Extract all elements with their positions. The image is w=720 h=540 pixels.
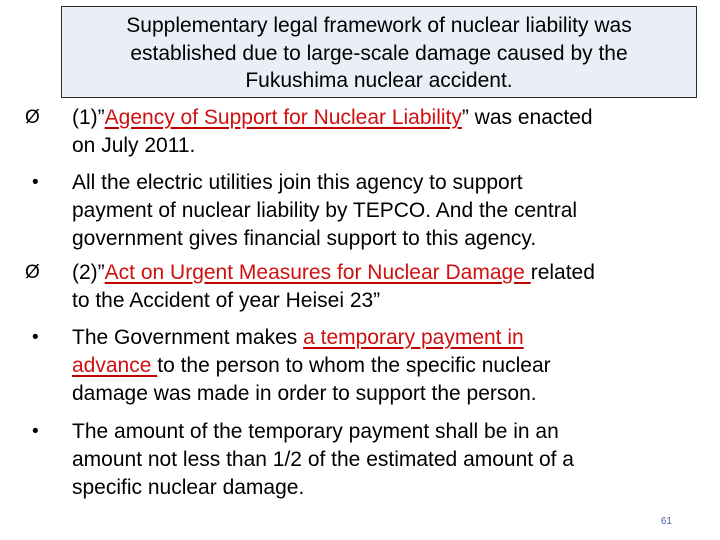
header-line-2: established due to large-scale damage caused by the [130, 41, 628, 65]
item-line: The Government makes a temporary payment in [72, 326, 524, 349]
arrow-bullet-icon: Ø [25, 262, 40, 283]
header-box [61, 6, 697, 98]
item-line: government gives financial support to this agency. [72, 227, 537, 250]
item-line: amount not less than 1/2 of the estimated amount of a [72, 448, 574, 471]
item-line: advance to the person to whom the specific nuclear [72, 354, 551, 377]
item-line: to the Accident of year Heisei 23” [72, 289, 381, 312]
item-line: damage was made in order to support the person. [72, 382, 537, 405]
page-number: 61 [660, 516, 672, 527]
dot-bullet-icon: • [32, 172, 39, 193]
header-line-3: Fukushima nuclear accident. [245, 69, 513, 92]
item-line: (2)”Act on Urgent Measures for Nuclear Damage related [72, 261, 595, 284]
arrow-bullet-icon: Ø [25, 107, 40, 128]
agency-link-text: Agency of Support for Nuclear Liability [104, 106, 462, 129]
advance-text: advance [72, 354, 158, 377]
temporary-payment-text: a temporary payment in [303, 326, 524, 349]
dot-bullet-icon: • [32, 327, 39, 348]
item-line: on July 2011. [72, 134, 196, 157]
header-line-1: Supplementary legal framework of nuclear liability was [126, 14, 632, 37]
dot-bullet-icon: • [32, 421, 39, 442]
act-link-text: Act on Urgent Measures for Nuclear Damage [104, 261, 531, 284]
item-line: The amount of the temporary payment shall be in an [72, 420, 559, 443]
item-line: All the electric utilities join this agency to support [72, 171, 523, 194]
item-line: payment of nuclear liability by TEPCO. And the central [72, 199, 578, 222]
item-line: (1)”Agency of Support for Nuclear Liability” was enacted [72, 106, 593, 129]
item-line: specific nuclear damage. [72, 476, 305, 499]
